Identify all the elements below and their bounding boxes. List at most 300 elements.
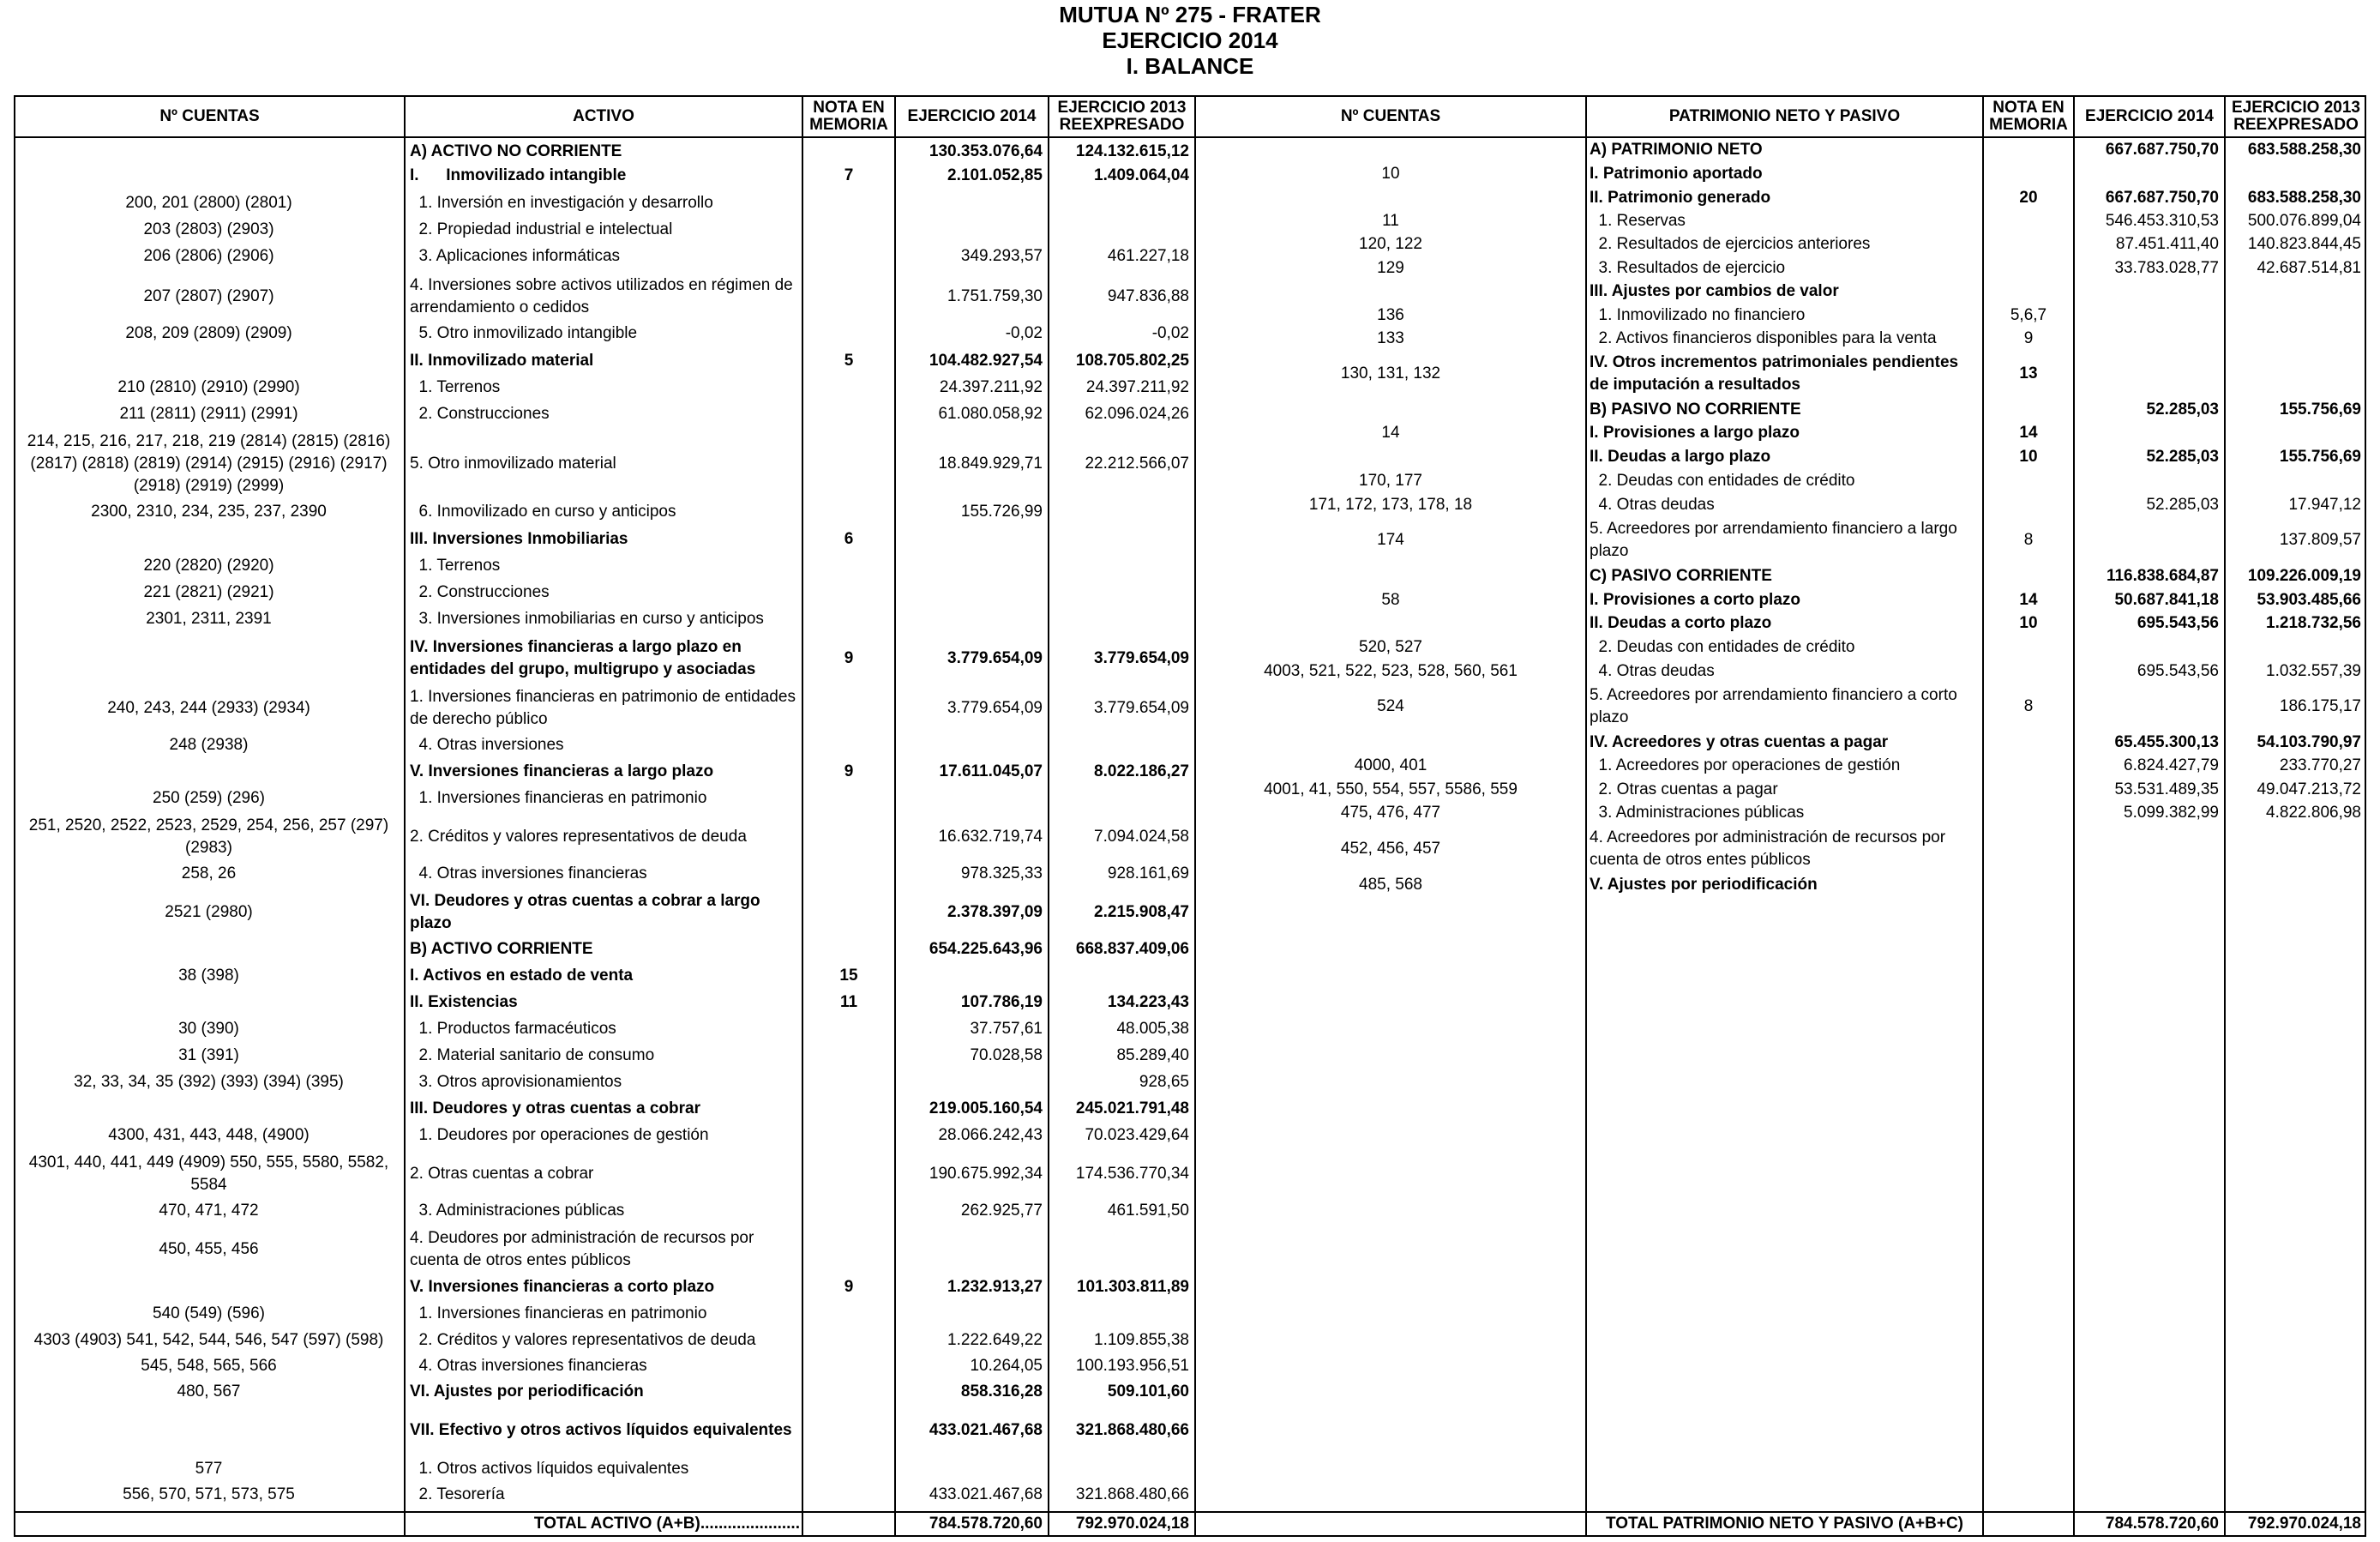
header-right-ej2013: EJERCICIO 2013 REEXPRESADO bbox=[2232, 98, 2360, 134]
pasivo-value-2014 bbox=[2075, 328, 2219, 350]
pasivo-memo-note bbox=[1984, 732, 2073, 754]
pasivo-memo-note bbox=[1984, 755, 2073, 777]
activo-value-2014 bbox=[896, 1458, 1043, 1480]
activo-account-code bbox=[15, 1098, 402, 1120]
pasivo-account-code: 171, 172, 173, 178, 18 bbox=[1308, 496, 1473, 514]
pasivo-value-2014 bbox=[2075, 826, 2219, 872]
activo-account-code: 208, 209 (2809) (2909) bbox=[125, 324, 292, 342]
pasivo-value-2013 bbox=[2226, 280, 2361, 303]
activo-account-code: 450, 455, 456 bbox=[159, 1240, 259, 1258]
activo-memo-note bbox=[803, 1458, 894, 1480]
pasivo-memo-note: 5,6,7 bbox=[2010, 306, 2047, 324]
pasivo-value-2014: 695.543,56 bbox=[2137, 614, 2219, 632]
activo-value-2014 bbox=[896, 965, 1043, 987]
pasivo-line-label: I. Provisiones a largo plazo bbox=[1590, 424, 1800, 442]
total-activo-2014: 784.578.720,60 bbox=[929, 1515, 1043, 1533]
activo-line-label: 1. Inversiones financieras en patrimonio bbox=[410, 789, 707, 807]
activo-value-2014 bbox=[896, 734, 1043, 756]
activo-memo-note bbox=[803, 1200, 894, 1222]
activo-memo-note bbox=[803, 555, 894, 577]
activo-value-2014 bbox=[896, 1226, 1043, 1274]
activo-line-label: 2. Construcciones bbox=[410, 405, 550, 423]
pasivo-line-label: IV. Otros incrementos patrimoniales pendientes de imputación a resultados bbox=[1590, 353, 1959, 394]
activo-account-code: 4303 (4903) 541, 542, 544, 546, 547 (597) (598) bbox=[33, 1331, 384, 1349]
pasivo-value-2014: 52.285,03 bbox=[2146, 401, 2219, 419]
pasivo-value-2013: 1.032.557,39 bbox=[2266, 662, 2361, 680]
pasivo-value-2014: 546.453.310,53 bbox=[2105, 212, 2219, 230]
pasivo-value-2014: 695.543,56 bbox=[2137, 662, 2219, 680]
activo-account-code: 540 (549) (596) bbox=[153, 1304, 265, 1322]
activo-memo-note bbox=[803, 938, 894, 961]
pasivo-value-2014: 6.824.427,79 bbox=[2124, 756, 2219, 774]
pasivo-value-2013 bbox=[2226, 470, 2361, 492]
pasivo-account-code bbox=[1196, 139, 1585, 161]
activo-value-2013: 928,65 bbox=[1139, 1073, 1189, 1091]
header-left-ej2013: EJERCICIO 2013 REEXPRESADO bbox=[1057, 98, 1187, 134]
pasivo-line-label: I. Patrimonio aportado bbox=[1590, 165, 1763, 183]
activo-value-2014: 190.675.992,34 bbox=[929, 1165, 1043, 1183]
pasivo-line-label: 3. Resultados de ejercicio bbox=[1590, 259, 1786, 277]
activo-value-2014: 3.779.654,09 bbox=[947, 649, 1043, 667]
activo-line-label: 1. Inversiones financieras en patrimonio bbox=[410, 1304, 707, 1322]
activo-line-label: 4. Otras inversiones financieras bbox=[410, 864, 647, 882]
activo-value-2014: 349.293,57 bbox=[960, 247, 1043, 265]
activo-memo-note bbox=[803, 608, 894, 630]
activo-value-2013 bbox=[1049, 1458, 1189, 1480]
pasivo-value-2013: 233.770,27 bbox=[2279, 756, 2361, 774]
pasivo-value-2013: 683.588.258,30 bbox=[2247, 189, 2361, 207]
activo-line-label: 1. Terrenos bbox=[410, 378, 501, 396]
activo-account-code: 480, 567 bbox=[177, 1382, 241, 1400]
pasivo-value-2013: 4.822.806,98 bbox=[2266, 804, 2361, 822]
activo-value-2014: 61.080.058,92 bbox=[938, 405, 1043, 423]
pasivo-value-2014: 5.099.382,99 bbox=[2124, 804, 2219, 822]
header-divider bbox=[14, 136, 2366, 138]
activo-memo-note bbox=[803, 192, 894, 214]
pasivo-value-2013 bbox=[2226, 636, 2361, 659]
pasivo-memo-note: 8 bbox=[2023, 531, 2034, 549]
activo-memo-note bbox=[803, 1406, 894, 1455]
activo-account-code: 220 (2820) (2920) bbox=[143, 557, 274, 575]
pasivo-memo-note: 9 bbox=[2023, 329, 2034, 347]
activo-value-2014: 1.751.759,30 bbox=[947, 287, 1043, 305]
total-activo-label: TOTAL ACTIVO (A+B)...................... bbox=[533, 1515, 800, 1533]
pasivo-line-label: II. Patrimonio generado bbox=[1590, 189, 1771, 207]
pasivo-line-label: V. Ajustes por periodificación bbox=[1590, 876, 1818, 894]
pasivo-value-2013: 49.047.213,72 bbox=[2257, 780, 2361, 798]
activo-account-code bbox=[15, 991, 402, 1014]
activo-account-code: 258, 26 bbox=[181, 864, 237, 882]
activo-value-2013: 174.536.770,34 bbox=[1075, 1165, 1189, 1183]
pasivo-memo-note bbox=[1984, 139, 2073, 161]
activo-value-2014: 10.264,05 bbox=[970, 1357, 1043, 1375]
pasivo-memo-note bbox=[1984, 826, 2073, 872]
activo-value-2013 bbox=[1049, 734, 1189, 756]
activo-line-label: III. Inversiones Inmobiliarias bbox=[410, 530, 628, 548]
activo-value-2013: 134.223,43 bbox=[1107, 993, 1189, 1011]
pasivo-memo-note bbox=[1984, 802, 2073, 824]
activo-memo-note bbox=[803, 1303, 894, 1325]
activo-line-label: 1. Terrenos bbox=[410, 557, 501, 575]
pasivo-account-code bbox=[1196, 612, 1585, 635]
pasivo-value-2013: 109.226.009,19 bbox=[2247, 567, 2361, 585]
activo-value-2014: 858.316,28 bbox=[960, 1382, 1043, 1400]
pasivo-line-label: 2. Resultados de ejercicios anteriores bbox=[1590, 235, 1871, 253]
pasivo-value-2013: 155.756,69 bbox=[2279, 448, 2361, 466]
pasivo-value-2014 bbox=[2075, 280, 2219, 303]
activo-value-2013: 24.397.211,92 bbox=[1085, 378, 1189, 396]
pasivo-memo-note bbox=[1984, 233, 2073, 256]
activo-memo-note bbox=[803, 734, 894, 756]
activo-line-label: 3. Aplicaciones informáticas bbox=[410, 247, 621, 265]
pasivo-account-code: 136 bbox=[1377, 306, 1404, 324]
pasivo-line-label: 4. Otras deudas bbox=[1590, 662, 1715, 680]
activo-value-2013 bbox=[1049, 1226, 1189, 1274]
pasivo-account-code bbox=[1196, 565, 1585, 587]
activo-line-label: 1. Inversión en investigación y desarrollo bbox=[410, 194, 713, 212]
activo-value-2014 bbox=[896, 1071, 1043, 1093]
activo-value-2014: 262.925,77 bbox=[960, 1202, 1043, 1220]
pasivo-line-label: 1. Reservas bbox=[1590, 212, 1686, 230]
pasivo-value-2014: 667.687.750,70 bbox=[2105, 141, 2219, 159]
activo-memo-note bbox=[803, 1018, 894, 1040]
activo-account-code: 210 (2810) (2910) (2990) bbox=[117, 378, 300, 396]
activo-value-2014 bbox=[896, 787, 1043, 810]
pasivo-line-label: B) PASIVO NO CORRIENTE bbox=[1590, 401, 1801, 419]
activo-value-2014: 17.611.045,07 bbox=[939, 762, 1043, 780]
pasivo-value-2014 bbox=[2075, 163, 2219, 185]
pasivo-value-2014 bbox=[2075, 470, 2219, 492]
activo-line-label: 1. Otros activos líquidos equivalentes bbox=[410, 1460, 689, 1478]
activo-value-2013: 3.779.654,09 bbox=[1094, 699, 1189, 717]
pasivo-value-2014 bbox=[2075, 517, 2219, 563]
activo-line-label: 3. Administraciones públicas bbox=[410, 1202, 625, 1220]
pasivo-line-label: A) PATRIMONIO NETO bbox=[1590, 141, 1763, 159]
activo-account-code bbox=[15, 528, 402, 551]
activo-line-label: 2. Otras cuentas a cobrar bbox=[410, 1165, 594, 1183]
activo-account-code: 32, 33, 34, 35 (392) (393) (394) (395) bbox=[74, 1073, 344, 1091]
activo-memo-note bbox=[803, 273, 894, 321]
pasivo-line-label: 2. Otras cuentas a pagar bbox=[1590, 780, 1778, 798]
pasivo-memo-note: 13 bbox=[2019, 364, 2038, 382]
activo-account-code bbox=[15, 938, 402, 961]
pasivo-memo-note: 20 bbox=[2019, 189, 2038, 207]
pasivo-value-2013: 53.903.485,66 bbox=[2257, 591, 2361, 609]
activo-account-code: 38 (398) bbox=[178, 967, 239, 985]
pasivo-line-label: II. Deudas a largo plazo bbox=[1590, 448, 1771, 466]
activo-line-label: 3. Inversiones inmobiliarias en curso y anticipos bbox=[410, 610, 764, 628]
pasivo-line-label: 1. Acreedores por operaciones de gestión bbox=[1590, 756, 1901, 774]
activo-value-2014: 18.849.929,71 bbox=[938, 455, 1043, 473]
activo-value-2013: 7.094.024,58 bbox=[1094, 828, 1189, 846]
pasivo-account-code: 10 bbox=[1381, 165, 1400, 183]
activo-line-label: 5. Otro inmovilizado intangible bbox=[410, 324, 638, 342]
pasivo-value-2014: 33.783.028,77 bbox=[2114, 259, 2219, 277]
activo-memo-note bbox=[803, 1098, 894, 1120]
pasivo-line-label: C) PASIVO CORRIENTE bbox=[1590, 567, 1772, 585]
activo-value-2014 bbox=[896, 528, 1043, 551]
activo-memo-note bbox=[803, 1071, 894, 1093]
activo-value-2013 bbox=[1049, 608, 1189, 630]
activo-value-2013 bbox=[1049, 555, 1189, 577]
pasivo-value-2014 bbox=[2075, 636, 2219, 659]
activo-account-code bbox=[15, 761, 402, 783]
activo-memo-note bbox=[803, 403, 894, 425]
activo-memo-note bbox=[803, 245, 894, 268]
activo-line-label: V. Inversiones financieras a largo plazo bbox=[410, 762, 714, 780]
activo-value-2013: 461.591,50 bbox=[1107, 1202, 1189, 1220]
activo-value-2014: 16.632.719,74 bbox=[938, 828, 1043, 846]
pasivo-value-2013: 683.588.258,30 bbox=[2247, 141, 2361, 159]
activo-memo-note bbox=[803, 1484, 894, 1506]
activo-memo-note: 9 bbox=[844, 649, 854, 667]
pasivo-value-2014 bbox=[2075, 304, 2219, 327]
activo-value-2014: 654.225.643,96 bbox=[929, 940, 1043, 958]
activo-line-label: 4. Otras inversiones bbox=[410, 736, 564, 754]
pasivo-value-2013: 1.218.732,56 bbox=[2266, 614, 2361, 632]
activo-memo-note: 9 bbox=[844, 762, 854, 780]
pasivo-line-label: 3. Administraciones públicas bbox=[1590, 804, 1805, 822]
activo-account-code: 240, 243, 244 (2933) (2934) bbox=[107, 699, 310, 717]
activo-memo-note bbox=[803, 888, 894, 937]
activo-account-code: 207 (2807) (2907) bbox=[143, 287, 274, 305]
activo-value-2014: 219.005.160,54 bbox=[929, 1099, 1043, 1117]
pasivo-value-2014: 65.455.300,13 bbox=[2114, 733, 2219, 751]
activo-memo-note bbox=[803, 1045, 894, 1067]
col-divider bbox=[1585, 95, 1587, 1537]
pasivo-memo-note bbox=[1984, 660, 2073, 683]
activo-account-code: 577 bbox=[195, 1460, 223, 1478]
activo-value-2013: 108.705.802,25 bbox=[1075, 352, 1189, 370]
total-activo-2013: 792.970.024,18 bbox=[1075, 1515, 1189, 1533]
activo-account-code: 214, 215, 216, 217, 218, 219 (2814) (2815) (2816) (2817) (2818) (2819) (2914) (2915) (2916) (2917) (2918) (2919) (2999) bbox=[27, 432, 391, 495]
pasivo-memo-note bbox=[1984, 779, 2073, 801]
activo-value-2013: 70.023.429,64 bbox=[1085, 1126, 1189, 1144]
pasivo-value-2013 bbox=[2226, 163, 2361, 185]
pasivo-value-2013 bbox=[2226, 328, 2361, 350]
doc-title-line2: EJERCICIO 2014 bbox=[1102, 27, 1278, 53]
activo-account-code: 2300, 2310, 234, 235, 237, 2390 bbox=[91, 503, 327, 521]
activo-account-code: 206 (2806) (2906) bbox=[143, 247, 274, 265]
activo-value-2014 bbox=[896, 192, 1043, 214]
activo-memo-note bbox=[803, 219, 894, 241]
pasivo-memo-note bbox=[1984, 210, 2073, 232]
pasivo-memo-note bbox=[1984, 163, 2073, 185]
activo-memo-note bbox=[803, 376, 894, 399]
header-left-ej2014: EJERCICIO 2014 bbox=[907, 106, 1037, 125]
activo-memo-note bbox=[803, 863, 894, 885]
activo-value-2013 bbox=[1049, 219, 1189, 241]
activo-value-2013: 101.303.811,89 bbox=[1076, 1278, 1189, 1296]
pasivo-account-code: 485, 568 bbox=[1359, 876, 1422, 894]
doc-title-line3: I. BALANCE bbox=[1126, 53, 1254, 79]
activo-value-2013: 2.215.908,47 bbox=[1094, 903, 1189, 921]
activo-memo-note bbox=[803, 581, 894, 604]
pasivo-line-label: 4. Otras deudas bbox=[1590, 496, 1715, 514]
activo-account-code: 248 (2938) bbox=[169, 736, 249, 754]
activo-line-label: IV. Inversiones financieras a largo plazo en entidades del grupo, multigrupo y asociadas bbox=[410, 638, 756, 678]
pasivo-value-2014: 52.285,03 bbox=[2146, 448, 2219, 466]
activo-value-2014: 433.021.467,68 bbox=[929, 1421, 1043, 1439]
activo-memo-note bbox=[803, 1124, 894, 1147]
activo-value-2013: 1.109.855,38 bbox=[1094, 1331, 1189, 1349]
total-pasivo-2013: 792.970.024,18 bbox=[2247, 1515, 2361, 1533]
activo-memo-note bbox=[803, 1355, 894, 1377]
activo-line-label: V. Inversiones financieras a corto plazo bbox=[410, 1278, 715, 1296]
pasivo-memo-note bbox=[1984, 874, 2073, 896]
activo-line-label: 2. Créditos y valores representativos de deuda bbox=[410, 828, 747, 846]
pasivo-value-2014: 53.531.489,35 bbox=[2114, 780, 2219, 798]
pasivo-account-code: 11 bbox=[1382, 212, 1399, 230]
pasivo-value-2013: 155.756,69 bbox=[2279, 401, 2361, 419]
activo-memo-note bbox=[803, 1329, 894, 1352]
pasivo-account-code: 129 bbox=[1377, 259, 1404, 277]
pasivo-value-2013: 140.823.844,45 bbox=[2247, 235, 2361, 253]
activo-value-2013: 509.101,60 bbox=[1107, 1382, 1189, 1400]
activo-line-label: 2. Construcciones bbox=[410, 583, 550, 601]
activo-value-2014: 433.021.467,68 bbox=[929, 1485, 1043, 1503]
activo-value-2013: 245.021.791,48 bbox=[1075, 1099, 1189, 1117]
activo-line-label: II. Existencias bbox=[410, 993, 518, 1011]
pasivo-memo-note: 8 bbox=[2023, 697, 2034, 715]
activo-value-2013: 62.096.024,26 bbox=[1085, 405, 1189, 423]
activo-line-label: 4. Otras inversiones financieras bbox=[410, 1357, 647, 1375]
activo-account-code: 4301, 440, 441, 449 (4909) 550, 555, 5580, 5582, 5584 bbox=[28, 1153, 389, 1194]
activo-memo-note bbox=[803, 1381, 894, 1403]
activo-value-2013: 321.868.480,66 bbox=[1075, 1485, 1189, 1503]
pasivo-value-2013: 17.947,12 bbox=[2288, 496, 2361, 514]
pasivo-memo-note: 14 bbox=[2019, 424, 2038, 442]
activo-line-label: I. Activos en estado de venta bbox=[410, 967, 634, 985]
pasivo-line-label: 2. Activos financieros disponibles para la venta bbox=[1590, 329, 1937, 347]
activo-value-2013 bbox=[1049, 192, 1189, 214]
activo-value-2013: 3.779.654,09 bbox=[1094, 649, 1189, 667]
pasivo-value-2013: 137.809,57 bbox=[2279, 531, 2361, 549]
activo-memo-note: 6 bbox=[844, 530, 854, 548]
activo-line-label: 1. Deudores por operaciones de gestión bbox=[410, 1126, 709, 1144]
activo-value-2014: 1.232.913,27 bbox=[947, 1278, 1043, 1296]
activo-value-2014 bbox=[896, 581, 1043, 604]
pasivo-value-2014: 52.285,03 bbox=[2146, 496, 2219, 514]
activo-value-2014: -0,02 bbox=[1005, 324, 1043, 342]
activo-value-2013: 100.193.956,51 bbox=[1075, 1357, 1189, 1375]
activo-line-label: III. Deudores y otras cuentas a cobrar bbox=[410, 1099, 700, 1117]
pasivo-value-2013: 54.103.790,97 bbox=[2257, 733, 2361, 751]
activo-account-code bbox=[15, 165, 402, 187]
pasivo-value-2014 bbox=[2075, 874, 2219, 896]
activo-line-label: 4. Deudores por administración de recursos por cuenta de otros entes públicos bbox=[410, 1229, 754, 1269]
header-left-nota: NOTA EN MEMORIA bbox=[809, 98, 888, 134]
pasivo-account-code: 14 bbox=[1381, 424, 1400, 442]
activo-value-2013 bbox=[1049, 1303, 1189, 1325]
activo-memo-note: 7 bbox=[844, 166, 854, 184]
pasivo-value-2014 bbox=[2075, 351, 2219, 397]
activo-line-label: I. Inmovilizado intangible bbox=[410, 166, 627, 184]
pasivo-memo-note: 10 bbox=[2019, 614, 2038, 632]
header-right-nota: NOTA EN MEMORIA bbox=[1989, 98, 2068, 134]
activo-memo-note bbox=[803, 787, 894, 810]
pasivo-value-2013: 42.687.514,81 bbox=[2257, 259, 2361, 277]
activo-value-2013: 85.289,40 bbox=[1116, 1046, 1189, 1064]
pasivo-value-2014: 87.451.411,40 bbox=[2115, 235, 2219, 253]
pasivo-account-code bbox=[1196, 280, 1585, 303]
activo-account-code: 203 (2803) (2903) bbox=[143, 220, 274, 238]
pasivo-account-code: 452, 456, 457 bbox=[1340, 840, 1441, 858]
pasivo-account-code: 170, 177 bbox=[1359, 472, 1422, 490]
doc-title-line1: MUTUA Nº 275 - FRATER bbox=[1059, 2, 1321, 27]
pasivo-line-label: 1. Inmovilizado no financiero bbox=[1590, 306, 1806, 324]
activo-value-2013: 668.837.409,06 bbox=[1075, 940, 1189, 958]
pasivo-value-2014: 50.687.841,18 bbox=[2114, 591, 2219, 609]
activo-memo-note bbox=[803, 141, 894, 163]
activo-value-2013: 48.005,38 bbox=[1116, 1020, 1189, 1038]
activo-account-code bbox=[15, 1276, 402, 1298]
activo-value-2013 bbox=[1049, 581, 1189, 604]
activo-account-code: 31 (391) bbox=[178, 1046, 239, 1064]
pasivo-value-2013 bbox=[2226, 874, 2361, 896]
activo-account-code: 545, 548, 565, 566 bbox=[141, 1357, 277, 1375]
pasivo-account-code: 133 bbox=[1377, 329, 1404, 347]
activo-account-code: 30 (390) bbox=[178, 1020, 239, 1038]
activo-account-code: 2301, 2311, 2391 bbox=[146, 610, 272, 628]
activo-value-2014 bbox=[896, 608, 1043, 630]
pasivo-value-2013 bbox=[2226, 422, 2361, 444]
activo-memo-note bbox=[803, 1226, 894, 1274]
header-right-ej2014: EJERCICIO 2014 bbox=[2085, 106, 2214, 125]
pasivo-memo-note bbox=[1984, 399, 2073, 421]
activo-line-label: 2. Propiedad industrial e intelectual bbox=[410, 220, 673, 238]
activo-account-code bbox=[15, 350, 402, 372]
activo-value-2013 bbox=[1049, 528, 1189, 551]
activo-value-2013: 8.022.186,27 bbox=[1094, 762, 1189, 780]
pasivo-memo-note bbox=[1984, 470, 2073, 492]
pasivo-value-2014 bbox=[2075, 684, 2219, 730]
pasivo-line-label: II. Deudas a corto plazo bbox=[1590, 614, 1772, 632]
activo-value-2013: 461.227,18 bbox=[1107, 247, 1189, 265]
pasivo-memo-note bbox=[1984, 636, 2073, 659]
header-left-cuentas: Nº CUENTAS bbox=[159, 106, 260, 125]
activo-memo-note bbox=[803, 322, 894, 345]
pasivo-value-2013 bbox=[2226, 826, 2361, 872]
pasivo-line-label: 5. Acreedores por arrendamiento financiero a corto plazo bbox=[1590, 686, 1957, 726]
activo-account-code bbox=[15, 1406, 402, 1455]
activo-memo-note: 9 bbox=[844, 1278, 854, 1296]
activo-account-code bbox=[15, 141, 402, 163]
pasivo-value-2014 bbox=[2075, 422, 2219, 444]
activo-value-2014: 2.101.052,85 bbox=[947, 166, 1043, 184]
pasivo-line-label: 2. Deudas con entidades de crédito bbox=[1590, 638, 1855, 656]
activo-memo-note bbox=[803, 813, 894, 861]
activo-value-2013: 22.212.566,07 bbox=[1085, 455, 1189, 473]
activo-account-code: 556, 570, 571, 573, 575 bbox=[123, 1485, 295, 1503]
activo-line-label: VI. Ajustes por periodificación bbox=[410, 1382, 644, 1400]
activo-memo-note: 11 bbox=[839, 993, 858, 1011]
activo-memo-note bbox=[803, 684, 894, 732]
activo-memo-note bbox=[803, 501, 894, 523]
pasivo-account-code: 4000, 401 bbox=[1354, 756, 1427, 774]
header-pasivo: PATRIMONIO NETO Y PASIVO bbox=[1668, 106, 1901, 125]
activo-value-2013 bbox=[1049, 965, 1189, 987]
pasivo-memo-note: 14 bbox=[2019, 591, 2038, 609]
activo-value-2014: 24.397.211,92 bbox=[939, 378, 1043, 396]
pasivo-line-label: IV. Acreedores y otras cuentas a pagar bbox=[1590, 733, 1889, 751]
activo-value-2014: 978.325,33 bbox=[960, 864, 1043, 882]
activo-line-label: 1. Inversiones financieras en patrimonio de entidades de derecho público bbox=[410, 688, 796, 728]
activo-memo-note bbox=[803, 1150, 894, 1198]
pasivo-value-2013: 500.076.899,04 bbox=[2247, 212, 2361, 230]
activo-account-code: 470, 471, 472 bbox=[159, 1202, 259, 1220]
activo-value-2014: 3.779.654,09 bbox=[947, 699, 1043, 717]
